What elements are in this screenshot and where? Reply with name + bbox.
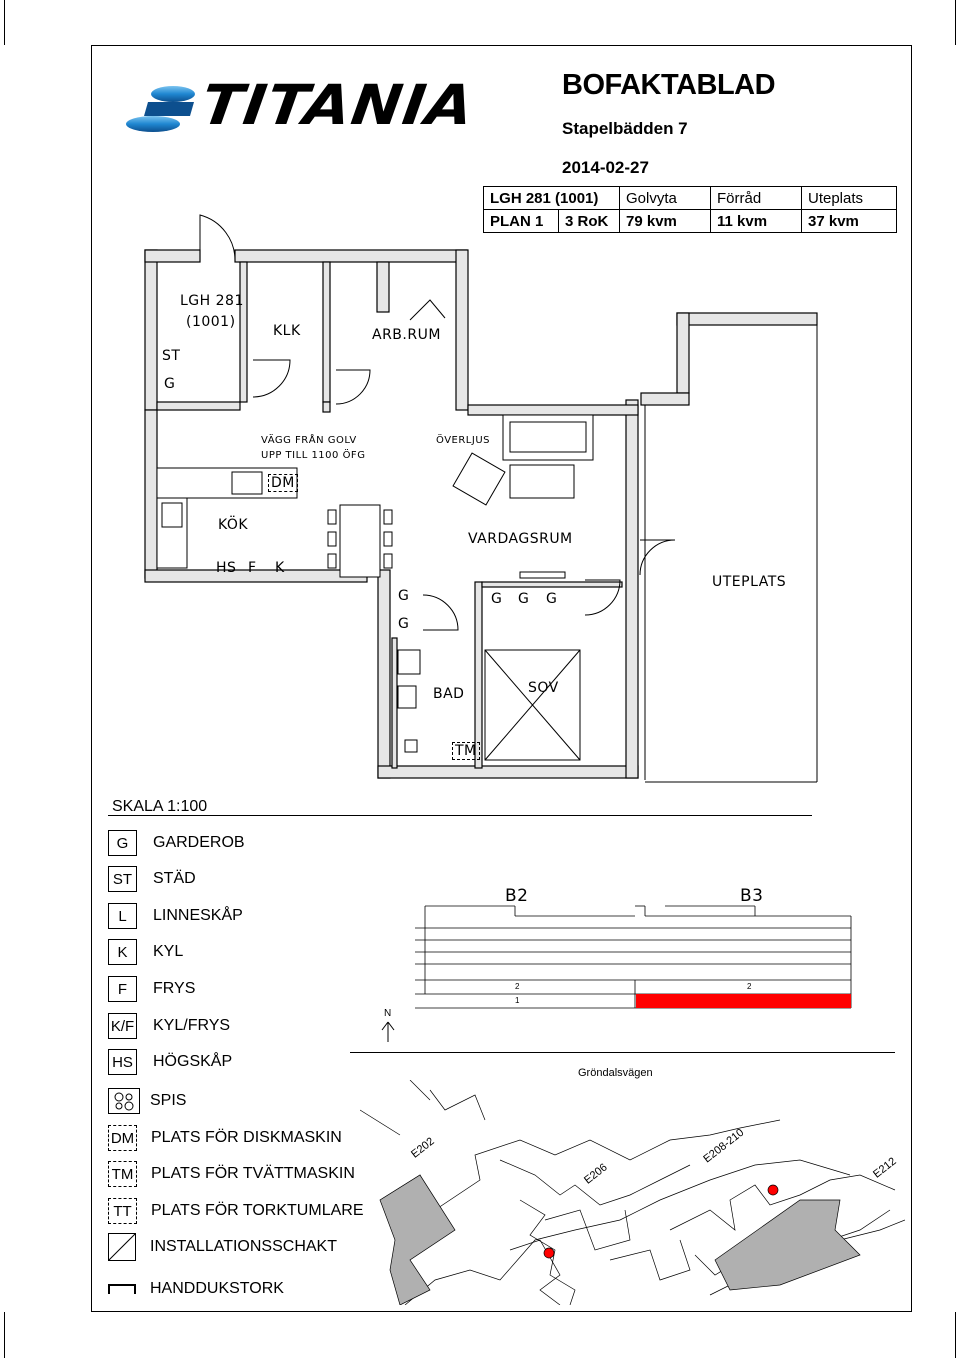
label-e208-210: E208-210 bbox=[701, 1126, 747, 1166]
header-patio: Uteplats bbox=[802, 187, 897, 210]
north-arrow bbox=[380, 1008, 400, 1044]
block-e202 bbox=[380, 1175, 455, 1305]
table-row bbox=[484, 187, 897, 210]
label-e202: E202 bbox=[409, 1135, 437, 1161]
header-storage: Förråd bbox=[711, 187, 802, 210]
floor-area-value: 79 kvm bbox=[620, 210, 711, 233]
street-name: Gröndalsvägen bbox=[578, 1067, 653, 1079]
site-map bbox=[360, 1080, 905, 1305]
patio-value: 37 kvm bbox=[802, 210, 897, 233]
label-wardrobe-bed-1: G bbox=[491, 591, 503, 607]
legend-label: KYL/FRYS bbox=[153, 1017, 231, 1034]
north-arrow-icon bbox=[380, 1020, 400, 1044]
label-storage-closet: ST bbox=[162, 348, 181, 364]
label-wardrobe-bed-2: G bbox=[518, 591, 530, 607]
brand-logo bbox=[126, 73, 498, 140]
label-tall-cabinet: HS bbox=[216, 560, 237, 576]
address: Stapelbädden 7 bbox=[562, 119, 688, 138]
label-washing-machine: TM bbox=[452, 742, 480, 760]
label-floor-2-right: 2 bbox=[747, 982, 752, 991]
label-unit-line2: (1001) bbox=[186, 314, 236, 330]
label-wall-note-line2: UPP TILL 1100 ÖFG bbox=[261, 450, 366, 461]
label-wall-note-line1: VÄGG FRÅN GOLV bbox=[261, 435, 357, 446]
legend-label: INSTALLATIONSSCHAKT bbox=[150, 1238, 337, 1255]
legend-code: K bbox=[108, 939, 137, 965]
label-study: ARB.RUM bbox=[372, 327, 441, 343]
legend-code: TM bbox=[108, 1161, 137, 1187]
legend-code: DM bbox=[108, 1125, 137, 1151]
label-building-b2: B2 bbox=[505, 886, 529, 906]
label-e206: E206 bbox=[582, 1161, 610, 1187]
street-rule bbox=[350, 1052, 895, 1053]
highlighted-apartment bbox=[636, 994, 851, 1008]
label-e212: E212 bbox=[871, 1155, 899, 1181]
label-walk-in-closet: KLK bbox=[273, 323, 301, 339]
scale-label: SKALA 1:100 bbox=[112, 798, 208, 815]
legend-code: HS bbox=[108, 1049, 137, 1075]
label-wardrobe-bed-3: G bbox=[546, 591, 558, 607]
crop-mark-top-left bbox=[0, 0, 5, 45]
towel-rail-icon bbox=[108, 1284, 136, 1294]
legend-item-towel-rail bbox=[108, 1275, 284, 1303]
legend-item-dryer bbox=[108, 1197, 363, 1225]
legend-item-tall-cabinet bbox=[108, 1048, 232, 1076]
legend-code: G bbox=[108, 830, 137, 856]
label-floor-1: 1 bbox=[515, 996, 520, 1005]
label-dishwasher: DM bbox=[268, 474, 298, 492]
legend-label: FRYS bbox=[153, 980, 196, 997]
date: 2014-02-27 bbox=[562, 158, 649, 177]
legend-code: L bbox=[108, 903, 137, 929]
legend-item-stove bbox=[108, 1087, 186, 1115]
label-skylight: ÖVERLJUS bbox=[436, 435, 490, 446]
legend-item-washing-machine bbox=[108, 1160, 355, 1188]
legend-code: K/F bbox=[108, 1013, 137, 1039]
header-floor-area: Golvyta bbox=[620, 187, 711, 210]
storage-value: 11 kvm bbox=[711, 210, 802, 233]
site-map-drawing bbox=[360, 1080, 905, 1305]
legend-item-fridge bbox=[108, 938, 183, 966]
label-fridge: K bbox=[275, 560, 285, 576]
legend-label: HANDDUKSTORK bbox=[150, 1280, 284, 1297]
building-diagram bbox=[415, 886, 855, 1016]
legend-item-linen bbox=[108, 902, 243, 930]
legend-item-shaft bbox=[108, 1233, 337, 1261]
crop-mark-bottom-left bbox=[0, 1312, 5, 1358]
legend-label: GARDEROB bbox=[153, 834, 245, 851]
label-floor-2-left: 2 bbox=[515, 982, 520, 991]
legend-label: PLATS FÖR DISKMASKIN bbox=[151, 1129, 342, 1146]
scale-rule bbox=[108, 815, 812, 816]
label-freezer: F bbox=[248, 560, 257, 576]
location-marker-2 bbox=[768, 1185, 778, 1195]
label-bathroom: BAD bbox=[433, 686, 465, 702]
legend-code: ST bbox=[108, 866, 137, 892]
label-wardrobe-hall-1: G bbox=[398, 588, 410, 604]
north-label: N bbox=[384, 1008, 392, 1019]
stove-icon bbox=[108, 1088, 140, 1114]
legend-label: SPIS bbox=[150, 1092, 187, 1109]
legend-code: F bbox=[108, 976, 137, 1002]
label-bedroom: SOV bbox=[528, 680, 559, 696]
legend-label: KYL bbox=[153, 943, 184, 960]
crop-mark-top-right bbox=[955, 0, 960, 45]
legend-label: LINNESKÅP bbox=[153, 907, 243, 924]
label-kitchen: KÖK bbox=[218, 517, 249, 533]
brand-wordmark: TITANIA bbox=[197, 73, 479, 138]
label-wardrobe-hall-2: G bbox=[398, 616, 410, 632]
apartment-id: LGH 281 (1001) bbox=[484, 187, 620, 210]
floor-plan bbox=[140, 210, 830, 790]
legend-item-dishwasher bbox=[108, 1124, 342, 1152]
legend-item-freezer bbox=[108, 975, 195, 1003]
legend-item-wardrobe bbox=[108, 829, 245, 857]
crop-mark-bottom-right bbox=[955, 1312, 960, 1358]
document-title: BOFAKTABLAD bbox=[562, 69, 776, 101]
label-wardrobe-entry: G bbox=[164, 376, 176, 392]
legend-item-fridge-freezer bbox=[108, 1012, 230, 1040]
label-living-room: VARDAGSRUM bbox=[468, 531, 573, 547]
legend-label: PLATS FÖR TVÄTTMASKIN bbox=[151, 1165, 355, 1182]
shaft-icon bbox=[108, 1233, 136, 1261]
label-patio: UTEPLATS bbox=[712, 574, 787, 590]
room-count: 3 RoK bbox=[559, 210, 620, 233]
block-e208 bbox=[715, 1200, 860, 1290]
legend-label: HÖGSKÅP bbox=[153, 1053, 233, 1070]
floor-plan: PLAN 1 bbox=[484, 210, 559, 233]
building-elevation bbox=[415, 886, 855, 1016]
legend-item-storage bbox=[108, 865, 196, 893]
label-unit-line1: LGH 281 bbox=[180, 293, 244, 309]
legend-label: STÄD bbox=[153, 870, 196, 887]
legend-label: PLATS FÖR TORKTUMLARE bbox=[151, 1202, 364, 1219]
label-building-b3: B3 bbox=[740, 886, 764, 906]
legend-code: TT bbox=[108, 1198, 137, 1224]
location-marker-1 bbox=[544, 1248, 554, 1258]
